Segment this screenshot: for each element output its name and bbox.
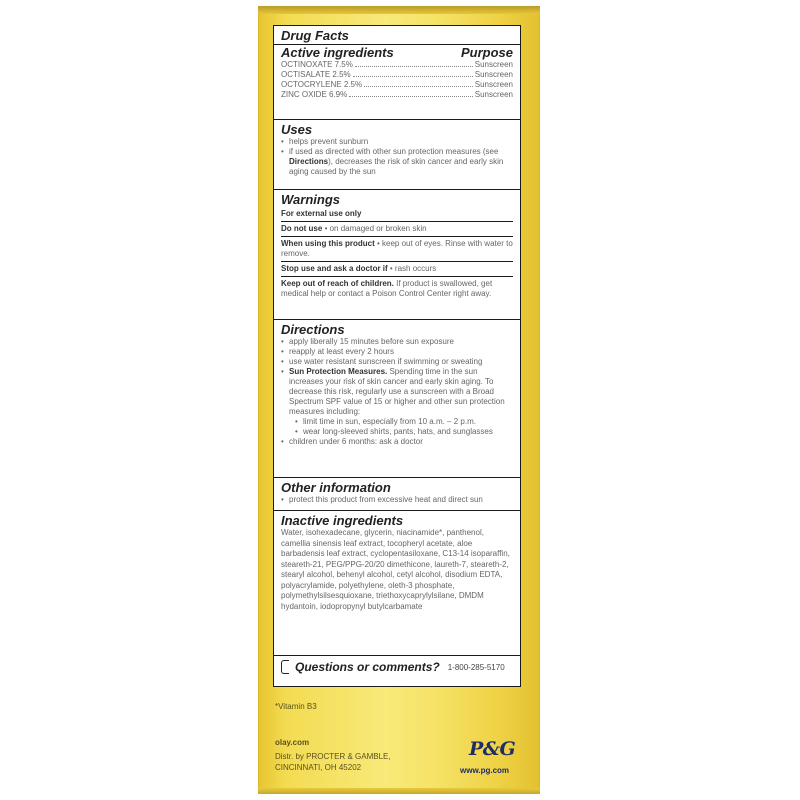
pg-logo-url: www.pg.com xyxy=(460,766,510,775)
uses-heading: Uses xyxy=(281,122,313,137)
website-text: olay.com xyxy=(275,738,310,747)
external-use-note: For external use only xyxy=(281,207,513,222)
distributor-line-1: Distr. by PROCTER & GAMBLE, xyxy=(275,752,391,761)
uses-item: helps prevent sunburn xyxy=(289,137,369,146)
questions-label: Questions or comments? xyxy=(295,660,440,674)
ingredient-name: OCTISALATE 2.5% xyxy=(281,70,351,79)
direction-item: apply liberally 15 minutes before sun exposure xyxy=(289,337,454,346)
warnings-heading: Warnings xyxy=(281,192,340,207)
directions-section: Directions • apply liberally 15 minutes before sun exposure • reapply at least every 2 hours • use water resistant sunscreen if swimming or sweating • Sun Protection Measures. Spending time in the sun increases your risk of skin cancer and early skin aging. To decrease this risk, regularly use a sunscreen with a Broad Spectrum SPF value of 15 or higher and other sun protection measures including: • limit time in sun, especially from 10 a.m. – 2 p.m. • wear long-sleeved shirts, pants, hats, and sunglasses • children under 6 months: ask a doctor xyxy=(274,320,520,478)
active-ingredients-section xyxy=(274,26,520,120)
active-ingredient-row xyxy=(281,80,513,90)
direction-item: reapply at least every 2 hours xyxy=(289,347,394,356)
other-information-section: Other information • protect this product from excessive heat and direct sun xyxy=(274,478,520,511)
direction-subitem: wear long-sleeved shirts, pants, hats, and sunglasses xyxy=(303,427,493,436)
purpose-heading: Purpose xyxy=(460,45,513,60)
ingredient-purpose: Sunscreen xyxy=(474,70,513,79)
distributor-line-2: CINCINNATI, OH 45202 xyxy=(275,763,362,772)
ingredient-purpose: Sunscreen xyxy=(474,80,513,89)
stop-use-line: Stop use and ask a doctor if • rash occurs xyxy=(281,262,513,277)
active-ingredients-heading: Active ingredients xyxy=(281,45,394,60)
inactive-ingredients-text: Water, isohexadecane, glycerin, niacinamide*, panthenol, camellia sinensis leaf extract, tocopheryl acetate, aloe barbadensis leaf extract, cyclopentasiloxane, C13-14 isoparaffin, steareth-21, PEG/PPG-20/20 dimethicone, laureth-7, steareth-2, stearyl alcohol, behenyl alcohol, cetyl alcohol, disodium EDTA, polyacrylamide, polyethylene, oleth-3 phosphate, polymethylsilsesquioxane, triethoxycaprylylsilane, DMDM hydantoin, iodopropynyl butylcarbamate xyxy=(281,528,510,611)
vitamin-footnote: *Vitamin B3 xyxy=(275,702,317,711)
drug-facts-panel xyxy=(273,25,521,687)
direction-item: children under 6 months: ask a doctor xyxy=(289,437,423,446)
when-using-line: When using this product • keep out of eyes. Rinse with water to remove. xyxy=(281,237,513,262)
uses-item: if used as directed with other sun protection measures (see Directions), decreases the risk of skin cancer and early skin aging caused by the sun xyxy=(289,147,504,176)
drug-facts-title: Drug Facts xyxy=(281,28,349,43)
direction-item: Sun Protection Measures. Spending time in the sun increases your risk of skin cancer and early skin aging. To decrease this risk, regularly use a sunscreen with a Broad Spectrum SPF value of 15 or higher and other sun protection measures including: xyxy=(289,367,505,416)
ingredient-name: OCTINOXATE 7.5% xyxy=(281,60,353,69)
uses-section: Uses • helps prevent sunburn • if used as directed with other sun protection measures (see Directions), decreases the risk of skin cancer and early skin aging caused by the sun xyxy=(274,120,520,190)
active-ingredient-row xyxy=(281,70,513,80)
directions-heading: Directions xyxy=(281,322,345,337)
questions-row xyxy=(274,656,520,678)
phone-number: 1-800-285-5170 xyxy=(447,662,505,672)
direction-subitem: limit time in sun, especially from 10 a.m. – 2 p.m. xyxy=(303,417,476,426)
ingredient-name: ZINC OXIDE 6.9% xyxy=(281,90,348,99)
do-not-use-line: Do not use • on damaged or broken skin xyxy=(281,222,513,237)
other-information-heading: Other information xyxy=(281,480,391,495)
other-information-text: protect this product from excessive heat and direct sun xyxy=(289,495,483,504)
active-ingredient-row xyxy=(281,90,513,100)
inactive-ingredients-heading: Inactive ingredients xyxy=(281,513,404,528)
ingredient-purpose: Sunscreen xyxy=(474,60,513,69)
ingredient-name: OCTOCRYLENE 2.5% xyxy=(281,80,363,89)
ingredient-purpose: Sunscreen xyxy=(474,90,513,99)
inactive-ingredients-section xyxy=(274,511,520,656)
warnings-section xyxy=(274,190,520,320)
direction-item: use water resistant sunscreen if swimming or sweating xyxy=(289,357,483,366)
active-ingredient-row xyxy=(281,60,513,70)
pg-logo: P&G xyxy=(469,738,516,760)
phone-icon xyxy=(281,660,289,674)
keep-out-line: Keep out of reach of children. If product is swallowed, get medical help or contact a Poison Control Center right away. xyxy=(281,279,493,298)
